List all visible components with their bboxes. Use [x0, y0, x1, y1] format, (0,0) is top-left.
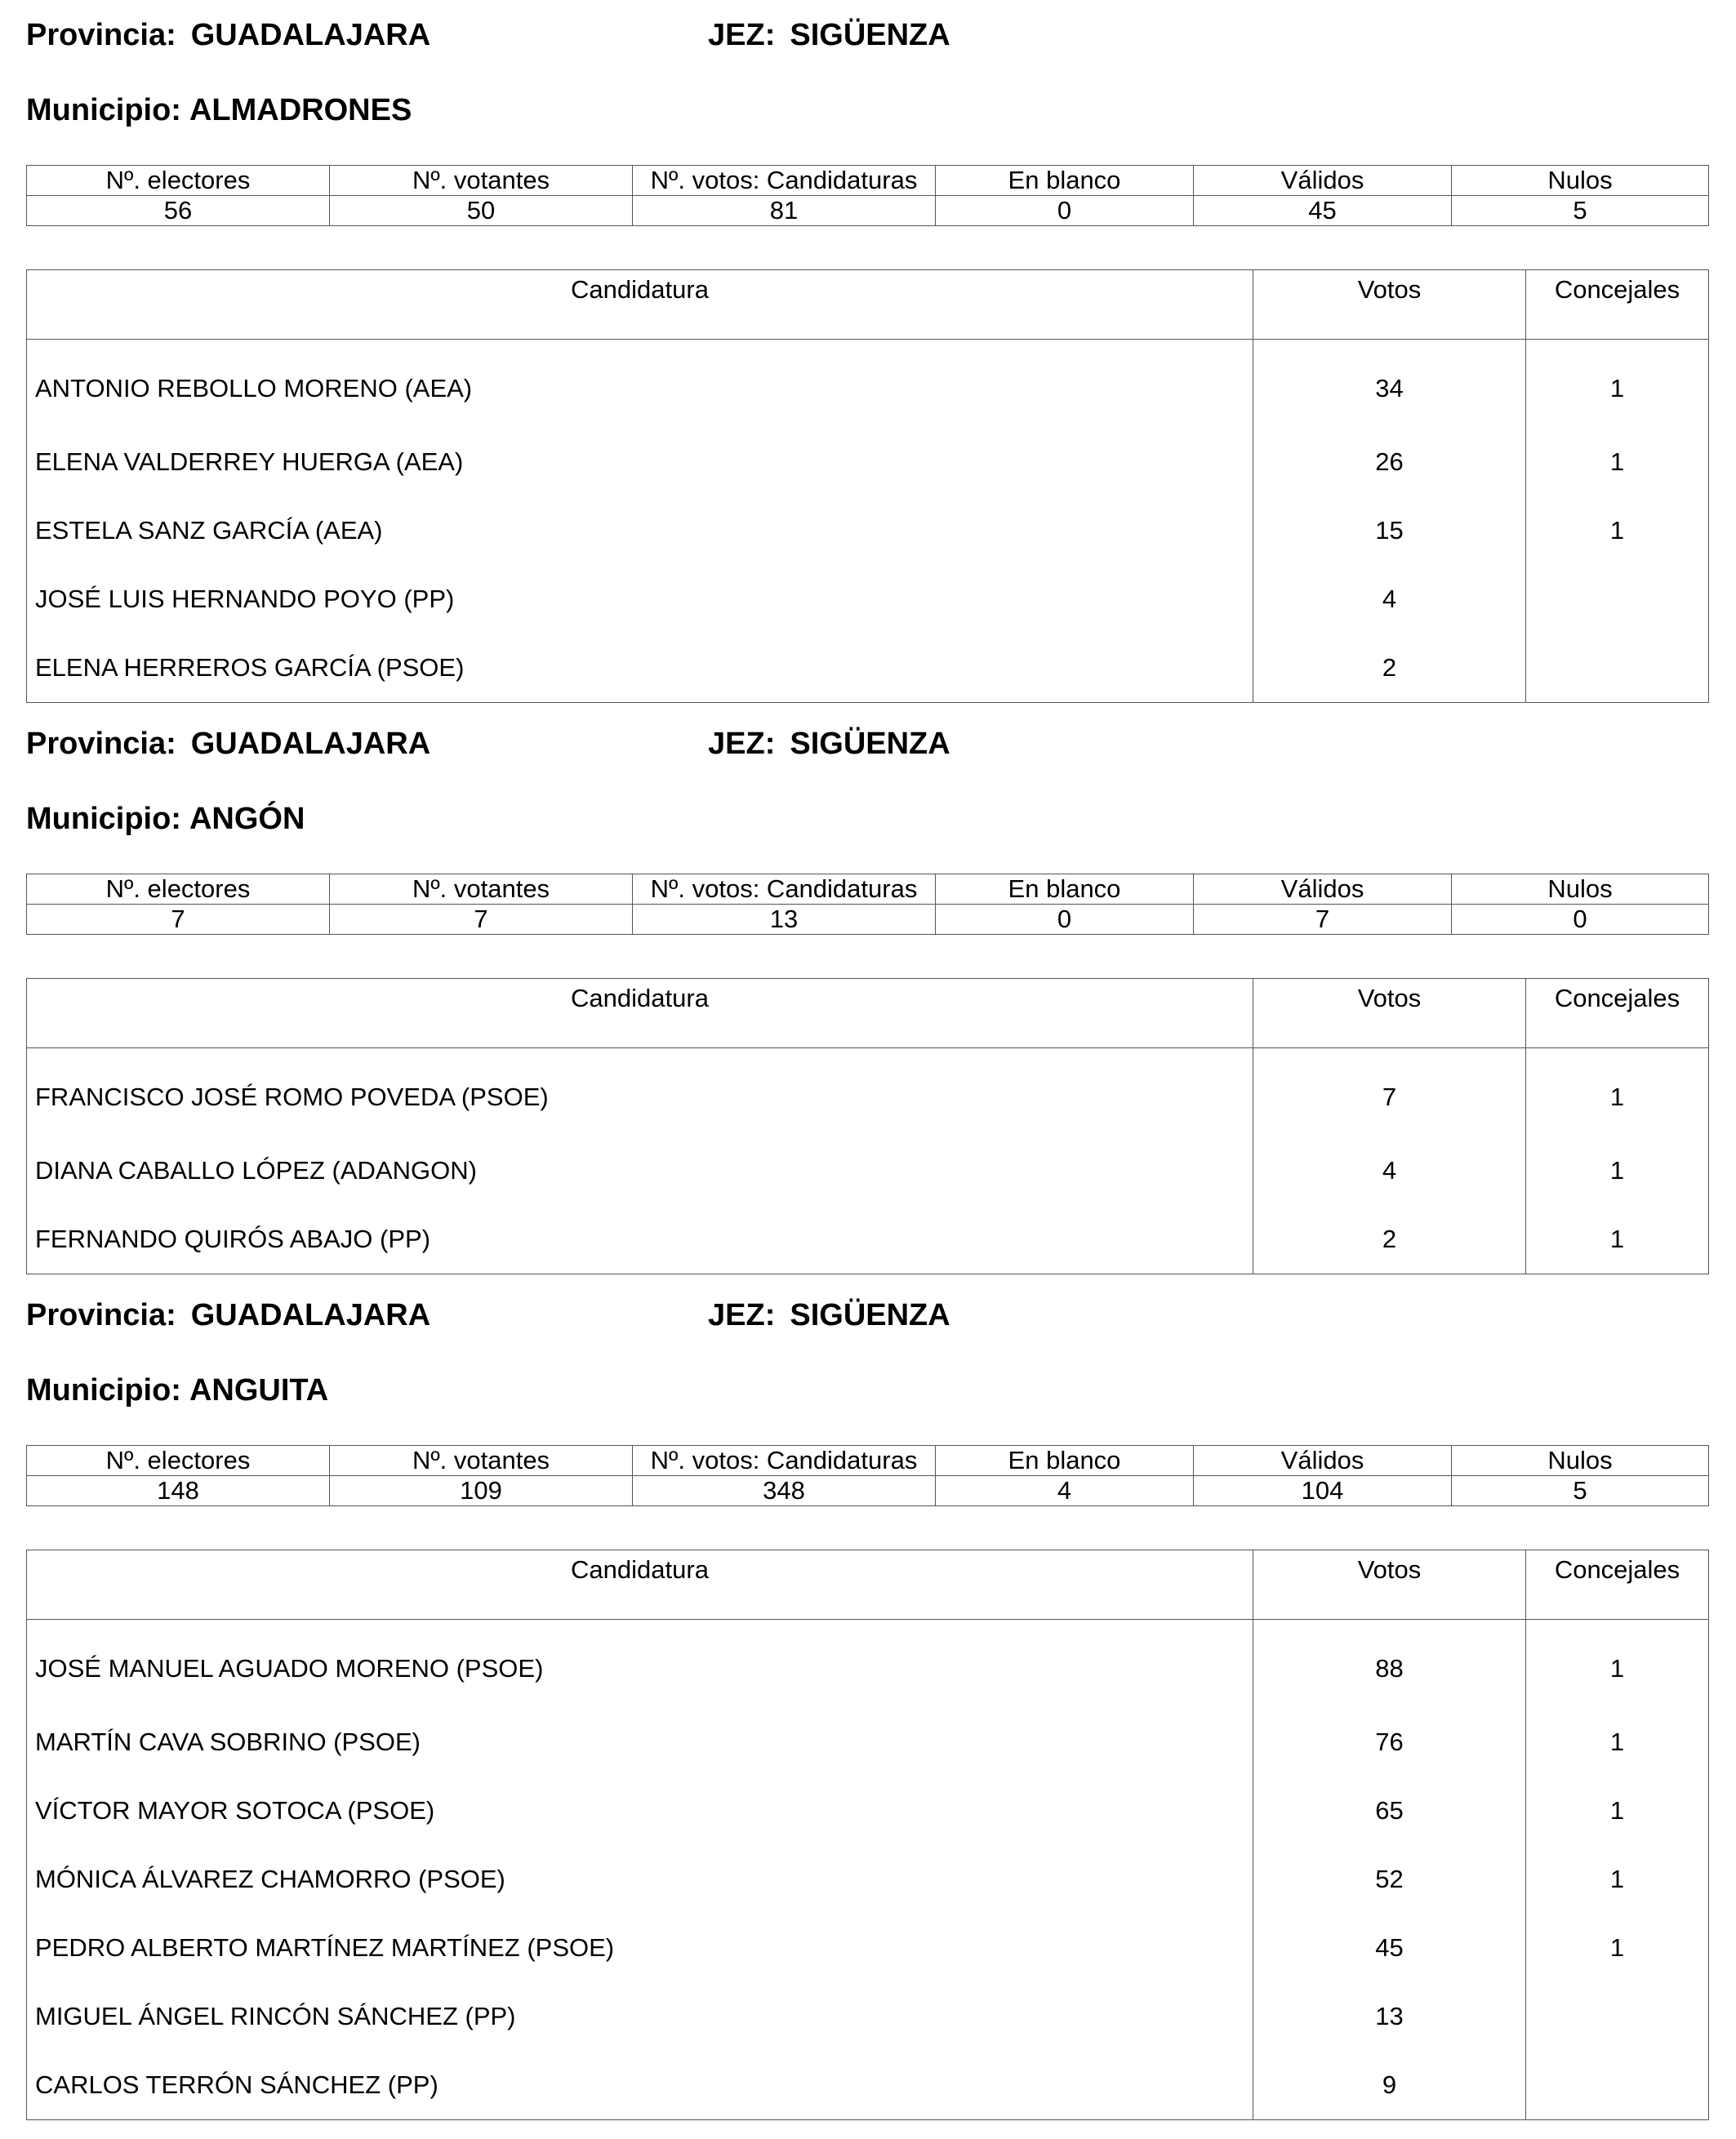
- municipio-heading: [26, 91, 412, 129]
- provincia-label: Provincia:: [26, 1298, 176, 1332]
- candidate-concejales: [1526, 2051, 1709, 2120]
- candidate-row: [27, 1048, 1709, 1137]
- stats-header-cell: Nulos: [1452, 1446, 1709, 1476]
- municipio-value: ALMADRONES: [189, 93, 412, 127]
- stats-header-row: [27, 874, 1709, 905]
- candidate-concejales: 1: [1526, 1620, 1709, 1709]
- candidate-row: [27, 1136, 1709, 1205]
- candidates-header-cell: Candidatura: [27, 270, 1253, 340]
- candidate-votos: 7: [1253, 1048, 1526, 1137]
- stats-header-cell: Nº. electores: [27, 166, 330, 196]
- provincia-heading: [26, 16, 430, 54]
- candidate-votos: 15: [1253, 496, 1526, 565]
- candidate-name: ELENA HERREROS GARCÍA (PSOE): [27, 634, 1253, 703]
- stats-value-cell: 56: [27, 196, 330, 226]
- candidate-row: [27, 1620, 1709, 1709]
- candidate-concejales: [1526, 565, 1709, 634]
- candidate-votos: 52: [1253, 1845, 1526, 1914]
- candidates-table: [26, 269, 1709, 703]
- stats-value-cell: 5: [1452, 1476, 1709, 1506]
- jez-heading: [708, 725, 950, 763]
- candidate-votos: 2: [1253, 1205, 1526, 1274]
- provincia-value: GUADALAJARA: [190, 727, 431, 761]
- candidates-table: [26, 1550, 1709, 2120]
- stats-value-cell: 0: [936, 905, 1194, 935]
- provincia-value: GUADALAJARA: [190, 18, 431, 52]
- stats-value-cell: 50: [330, 196, 633, 226]
- candidates-table: [26, 978, 1709, 1274]
- stats-table: [26, 165, 1709, 226]
- candidate-row: [27, 1914, 1709, 1982]
- candidates-header-cell: Candidatura: [27, 1550, 1253, 1620]
- candidate-row: [27, 1845, 1709, 1914]
- candidates-header-cell: Votos: [1253, 1550, 1526, 1620]
- stats-header-cell: En blanco: [936, 166, 1194, 196]
- stats-table: [26, 874, 1709, 935]
- jez-value: SIGÜENZA: [790, 18, 950, 52]
- stats-header-cell: Nulos: [1452, 874, 1709, 905]
- candidate-concejales: 1: [1526, 496, 1709, 565]
- candidate-name: ESTELA SANZ GARCÍA (AEA): [27, 496, 1253, 565]
- candidate-votos: 13: [1253, 1982, 1526, 2051]
- candidates-header-cell: Concejales: [1526, 1550, 1709, 1620]
- stats-header-cell: En blanco: [936, 1446, 1194, 1476]
- stats-value-row: [27, 905, 1709, 935]
- stats-header-cell: Válidos: [1194, 874, 1452, 905]
- stats-header-row: [27, 1446, 1709, 1476]
- candidate-votos: 4: [1253, 565, 1526, 634]
- jez-heading: [708, 1296, 950, 1334]
- candidate-row: [27, 565, 1709, 634]
- candidates-header-row: [27, 270, 1709, 340]
- municipio-label: Municipio:: [26, 93, 181, 127]
- candidate-votos: 65: [1253, 1777, 1526, 1845]
- jez-heading: [708, 16, 950, 54]
- jez-label: JEZ:: [708, 1298, 776, 1332]
- municipio-label: Municipio:: [26, 1373, 181, 1407]
- candidate-votos: 26: [1253, 428, 1526, 496]
- candidate-concejales: 1: [1526, 1845, 1709, 1914]
- provincia-heading: [26, 1296, 430, 1334]
- stats-value-cell: 104: [1194, 1476, 1452, 1506]
- stats-header-cell: Nulos: [1452, 166, 1709, 196]
- stats-value-cell: 0: [1452, 905, 1709, 935]
- candidate-row: [27, 1982, 1709, 2051]
- stats-value-cell: 148: [27, 1476, 330, 1506]
- stats-table: [26, 1445, 1709, 1506]
- candidate-name: MARTÍN CAVA SOBRINO (PSOE): [27, 1708, 1253, 1777]
- stats-header-cell: Nº. votantes: [330, 166, 633, 196]
- candidate-concejales: 1: [1526, 1914, 1709, 1982]
- stats-value-cell: 7: [330, 905, 633, 935]
- candidate-name: JOSÉ LUIS HERNANDO POYO (PP): [27, 565, 1253, 634]
- stats-header-cell: Nº. votantes: [330, 1446, 633, 1476]
- stats-value-cell: 109: [330, 1476, 633, 1506]
- candidate-concejales: 1: [1526, 340, 1709, 429]
- provincia-value: GUADALAJARA: [190, 1298, 431, 1332]
- candidate-name: MIGUEL ÁNGEL RINCÓN SÁNCHEZ (PP): [27, 1982, 1253, 2051]
- candidates-header-cell: Candidatura: [27, 979, 1253, 1048]
- candidate-row: [27, 1777, 1709, 1845]
- stats-value-cell: 5: [1452, 196, 1709, 226]
- candidate-votos: 9: [1253, 2051, 1526, 2120]
- candidate-name: CARLOS TERRÓN SÁNCHEZ (PP): [27, 2051, 1253, 2120]
- candidate-concejales: 1: [1526, 1777, 1709, 1845]
- candidate-name: FERNANDO QUIRÓS ABAJO (PP): [27, 1205, 1253, 1274]
- stats-header-cell: Válidos: [1194, 1446, 1452, 1476]
- candidate-votos: 88: [1253, 1620, 1526, 1709]
- candidate-row: [27, 428, 1709, 496]
- stats-header-cell: Nº. electores: [27, 874, 330, 905]
- municipio-value: ANGÓN: [189, 802, 305, 836]
- stats-header-cell: Nº. electores: [27, 1446, 330, 1476]
- candidate-name: FRANCISCO JOSÉ ROMO POVEDA (PSOE): [27, 1048, 1253, 1137]
- candidate-concejales: [1526, 1982, 1709, 2051]
- candidate-row: [27, 2051, 1709, 2120]
- candidate-concejales: 1: [1526, 1048, 1709, 1137]
- stats-header-cell: Nº. votos: Candidaturas: [633, 1446, 936, 1476]
- candidate-concejales: 1: [1526, 1708, 1709, 1777]
- jez-value: SIGÜENZA: [790, 1298, 950, 1332]
- stats-header-row: [27, 166, 1709, 196]
- candidate-votos: 45: [1253, 1914, 1526, 1982]
- jez-label: JEZ:: [708, 727, 776, 761]
- candidate-votos: 4: [1253, 1136, 1526, 1205]
- candidate-votos: 2: [1253, 634, 1526, 703]
- stats-header-cell: Nº. votos: Candidaturas: [633, 874, 936, 905]
- candidate-name: MÓNICA ÁLVAREZ CHAMORRO (PSOE): [27, 1845, 1253, 1914]
- stats-header-cell: En blanco: [936, 874, 1194, 905]
- candidate-row: [27, 496, 1709, 565]
- candidates-header-row: [27, 1550, 1709, 1620]
- stats-value-cell: 45: [1194, 196, 1452, 226]
- candidate-concejales: [1526, 634, 1709, 703]
- provincia-label: Provincia:: [26, 727, 176, 761]
- candidate-name: JOSÉ MANUEL AGUADO MORENO (PSOE): [27, 1620, 1253, 1709]
- jez-value: SIGÜENZA: [790, 727, 950, 761]
- candidates-header-row: [27, 979, 1709, 1048]
- candidates-header-cell: Concejales: [1526, 979, 1709, 1048]
- candidates-header-cell: Votos: [1253, 979, 1526, 1048]
- stats-value-cell: 7: [1194, 905, 1452, 935]
- stats-value-cell: 0: [936, 196, 1194, 226]
- candidate-row: [27, 634, 1709, 703]
- municipio-heading: [26, 1372, 328, 1409]
- candidate-votos: 34: [1253, 340, 1526, 429]
- candidate-row: [27, 1205, 1709, 1274]
- provincia-heading: [26, 725, 430, 763]
- municipio-heading: [26, 800, 305, 838]
- candidate-name: PEDRO ALBERTO MARTÍNEZ MARTÍNEZ (PSOE): [27, 1914, 1253, 1982]
- stats-value-row: [27, 196, 1709, 226]
- candidate-row: [27, 1708, 1709, 1777]
- candidate-name: VÍCTOR MAYOR SOTOCA (PSOE): [27, 1777, 1253, 1845]
- candidate-concejales: 1: [1526, 1205, 1709, 1274]
- stats-value-row: [27, 1476, 1709, 1506]
- stats-header-cell: Nº. votos: Candidaturas: [633, 166, 936, 196]
- municipio-label: Municipio:: [26, 802, 181, 836]
- candidate-row: [27, 340, 1709, 429]
- provincia-label: Provincia:: [26, 18, 176, 52]
- stats-header-cell: Nº. votantes: [330, 874, 633, 905]
- stats-value-cell: 13: [633, 905, 936, 935]
- candidate-concejales: 1: [1526, 428, 1709, 496]
- candidates-header-cell: Votos: [1253, 270, 1526, 340]
- candidate-name: ANTONIO REBOLLO MORENO (AEA): [27, 340, 1253, 429]
- candidate-concejales: 1: [1526, 1136, 1709, 1205]
- stats-value-cell: 7: [27, 905, 330, 935]
- stats-value-cell: 348: [633, 1476, 936, 1506]
- candidate-votos: 76: [1253, 1708, 1526, 1777]
- stats-value-cell: 81: [633, 196, 936, 226]
- candidate-name: ELENA VALDERREY HUERGA (AEA): [27, 428, 1253, 496]
- stats-header-cell: Válidos: [1194, 166, 1452, 196]
- jez-label: JEZ:: [708, 18, 776, 52]
- stats-value-cell: 4: [936, 1476, 1194, 1506]
- candidates-header-cell: Concejales: [1526, 270, 1709, 340]
- candidate-name: DIANA CABALLO LÓPEZ (ADANGON): [27, 1136, 1253, 1205]
- municipio-value: ANGUITA: [189, 1373, 329, 1407]
